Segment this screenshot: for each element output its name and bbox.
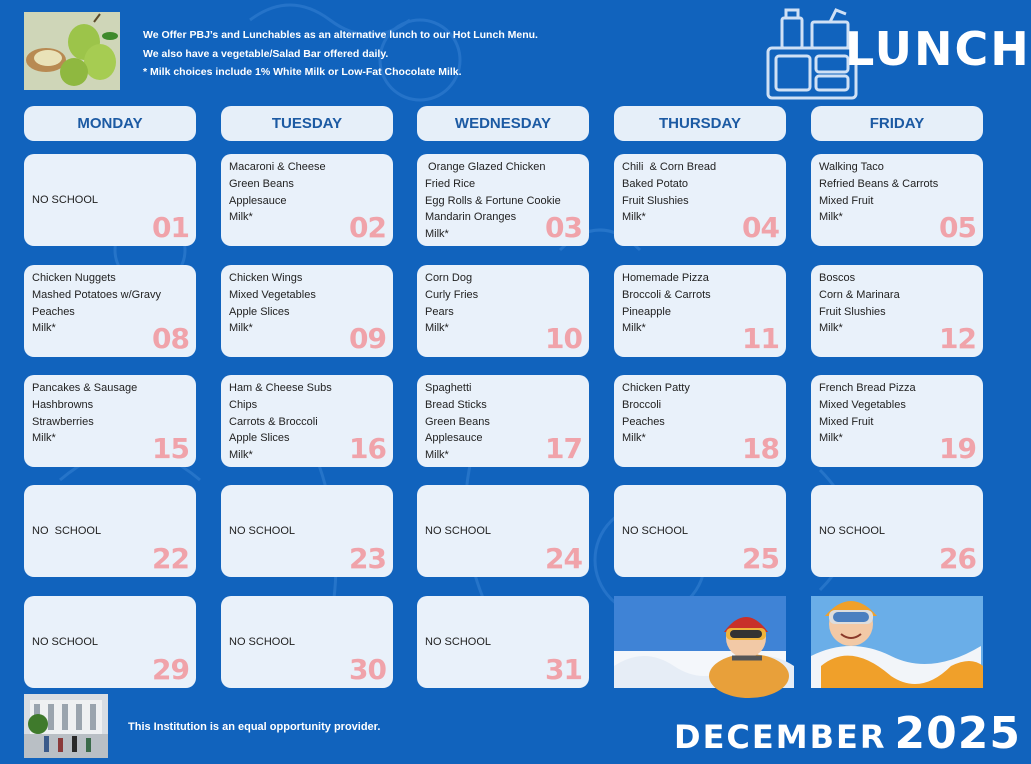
- day-cell: [811, 265, 983, 357]
- menu-item: Mixed Vegetables: [819, 398, 906, 411]
- menu-item: Milk*: [425, 449, 449, 462]
- menu-item: Peaches: [32, 305, 75, 318]
- menu-item: NO SCHOOL: [229, 636, 296, 648]
- day-cell: [24, 375, 196, 467]
- day-cell: [24, 596, 196, 688]
- menu-item: Mixed Fruit: [819, 415, 874, 428]
- menu-item: French Bread Pizza: [819, 382, 916, 394]
- menu-items: [819, 159, 938, 226]
- menu-item: Carrots & Broccoli: [229, 415, 318, 428]
- menu-item: Spaghetti: [425, 382, 472, 394]
- menu-items: [32, 192, 98, 209]
- menu-item: Milk*: [425, 322, 449, 335]
- day-number: 31: [545, 653, 582, 686]
- menu-item: Strawberries: [32, 415, 94, 428]
- menu-item: Milk*: [819, 211, 843, 224]
- menu-items: [425, 523, 491, 540]
- menu-item: Refried Beans & Carrots: [819, 177, 939, 190]
- menu-item: Pancakes & Sausage: [32, 382, 138, 394]
- menu-item: Milk*: [32, 322, 56, 335]
- day-number: 10: [545, 322, 582, 355]
- menu-item: Peaches: [622, 415, 665, 428]
- menu-item: Milk*: [819, 322, 843, 335]
- menu-items: [32, 270, 161, 337]
- menu-item: Chili & Corn Bread: [622, 161, 717, 173]
- day-cell: [614, 485, 786, 577]
- menu-item: NO SCHOOL: [819, 525, 886, 537]
- menu-item: NO SCHOOL: [425, 525, 492, 537]
- menu-item: Chicken Nuggets: [32, 272, 116, 284]
- menu-items: [229, 523, 295, 540]
- menu-items: [229, 270, 316, 337]
- menu-item: Walking Taco: [819, 161, 884, 173]
- note-milk-choices: * Milk choices include 1% White Milk or Low-Fat Chocolate Milk.: [143, 66, 462, 78]
- day-number: 24: [545, 542, 582, 575]
- day-number: 03: [545, 211, 582, 244]
- note-salad-bar: We also have a vegetable/Salad Bar offered daily.: [143, 47, 389, 60]
- menu-item: Pears: [425, 305, 454, 318]
- menu-items: [32, 380, 137, 447]
- day-number: 11: [742, 322, 779, 355]
- day-header-wednesday: WEDNESDAY: [417, 106, 589, 141]
- day-cell: [221, 265, 393, 357]
- menu-items: [819, 523, 885, 540]
- menu-item: Fried Rice: [425, 177, 476, 190]
- day-cell: [811, 375, 983, 467]
- lunch-title: LUNCH: [845, 22, 1031, 76]
- menu-items: [622, 270, 711, 337]
- menu-items: [425, 159, 561, 243]
- menu-item: Green Beans: [229, 177, 294, 190]
- menu-item: Chicken Patty: [622, 382, 690, 394]
- menu-item: Baked Potato: [622, 177, 689, 190]
- menu-item: Macaroni & Cheese: [229, 161, 326, 173]
- menu-items: [819, 270, 900, 337]
- day-number: 12: [939, 322, 976, 355]
- menu-item: Boscos: [819, 272, 856, 284]
- day-cell: [614, 375, 786, 467]
- day-number: 09: [349, 322, 386, 355]
- day-cell: [221, 375, 393, 467]
- day-header-thursday: THURSDAY: [614, 106, 786, 141]
- day-cell: [221, 485, 393, 577]
- pears-photo: [24, 12, 120, 90]
- day-number: 01: [152, 211, 189, 244]
- day-header-friday: FRIDAY: [811, 106, 983, 141]
- menu-item: Fruit Slushies: [622, 194, 689, 207]
- menu-item: Hashbrowns: [32, 398, 94, 411]
- day-cell: [24, 485, 196, 577]
- menu-item: Milk*: [622, 211, 646, 224]
- day-number: 04: [742, 211, 779, 244]
- child-skiing-photo: [614, 596, 786, 688]
- menu-item: Milk*: [32, 432, 56, 445]
- menu-item: Green Beans: [425, 415, 490, 428]
- menu-item: Curly Fries: [425, 288, 479, 301]
- day-header-monday: MONDAY: [24, 106, 196, 141]
- day-number: 22: [152, 542, 189, 575]
- menu-items: [32, 634, 98, 651]
- day-number: 25: [742, 542, 779, 575]
- day-cell: [417, 485, 589, 577]
- menu-item: Mixed Fruit: [819, 194, 874, 207]
- day-cell: [811, 154, 983, 246]
- month-year-title: [674, 708, 1021, 759]
- menu-item: NO SCHOOL: [229, 525, 296, 537]
- menu-item: Milk*: [229, 322, 253, 335]
- menu-item: Bread Sticks: [425, 398, 487, 411]
- menu-item: Fruit Slushies: [819, 305, 886, 318]
- menu-items: [622, 523, 688, 540]
- day-number: 05: [939, 211, 976, 244]
- menu-item: Mandarin Oranges: [425, 211, 517, 224]
- day-number: 15: [152, 432, 189, 465]
- day-cell: [24, 265, 196, 357]
- menu-items: [229, 380, 332, 464]
- menu-item: Corn Dog: [425, 272, 473, 284]
- day-cell: [614, 265, 786, 357]
- day-cell: [614, 154, 786, 246]
- menu-item: Ham & Cheese Subs: [229, 382, 332, 394]
- menu-items: [229, 159, 326, 226]
- menu-item: Apple Slices: [229, 305, 290, 318]
- menu-item: NO SCHOOL: [32, 636, 99, 648]
- day-cell: [24, 154, 196, 246]
- menu-items: [425, 270, 478, 337]
- menu-items: [819, 380, 916, 447]
- menu-item: NO SCHOOL: [32, 194, 99, 206]
- month-name: DECEMBER: [674, 718, 887, 756]
- menu-item: Chips: [229, 398, 258, 411]
- day-cell: [221, 154, 393, 246]
- menu-item: Milk*: [819, 432, 843, 445]
- menu-items: [32, 523, 101, 540]
- day-number: 23: [349, 542, 386, 575]
- day-cell: [417, 154, 589, 246]
- day-cell: [417, 265, 589, 357]
- menu-item: Mixed Vegetables: [229, 288, 316, 301]
- menu-item: Apple Slices: [229, 432, 290, 445]
- child-snow-photo: [811, 596, 983, 688]
- day-number: 16: [349, 432, 386, 465]
- day-number: 08: [152, 322, 189, 355]
- day-cell: [417, 596, 589, 688]
- menu-item: Milk*: [229, 211, 253, 224]
- equal-opportunity-statement: This Institution is an equal opportunity provider.: [128, 721, 381, 733]
- school-photo: [24, 694, 108, 758]
- menu-item: Orange Glazed Chicken: [425, 161, 546, 173]
- menu-item: Corn & Marinara: [819, 288, 900, 301]
- menu-item: Milk*: [425, 228, 449, 241]
- day-number: 18: [742, 432, 779, 465]
- menu-items: [425, 634, 491, 651]
- menu-item: Broccoli: [622, 398, 662, 411]
- menu-item: Egg Rolls & Fortune Cookie: [425, 194, 561, 207]
- day-header-tuesday: TUESDAY: [221, 106, 393, 141]
- day-number: 29: [152, 653, 189, 686]
- menu-item: NO SCHOOL: [32, 525, 102, 537]
- menu-item: NO SCHOOL: [622, 525, 689, 537]
- day-cell: [417, 375, 589, 467]
- menu-item: Milk*: [622, 322, 646, 335]
- day-number: 17: [545, 432, 582, 465]
- menu-item: Milk*: [229, 449, 253, 462]
- menu-items: [229, 634, 295, 651]
- menu-item: Pineapple: [622, 305, 671, 318]
- menu-item: Broccoli & Carrots: [622, 288, 711, 301]
- menu-item: Chicken Wings: [229, 272, 303, 284]
- year: 2025: [894, 708, 1021, 759]
- note-alternative-lunch: We Offer PBJ’s and Lunchables as an alternative lunch to our Hot Lunch Menu.: [143, 29, 538, 41]
- day-cell: [811, 485, 983, 577]
- day-number: 19: [939, 432, 976, 465]
- menu-item: Milk*: [622, 432, 646, 445]
- menu-item: Homemade Pizza: [622, 272, 709, 284]
- menu-items: [622, 159, 716, 226]
- menu-item: Mashed Potatoes w/Gravy: [32, 288, 162, 301]
- menu-item: NO SCHOOL: [425, 636, 492, 648]
- day-number: 30: [349, 653, 386, 686]
- menu-notes: [143, 26, 538, 82]
- menu-items: [425, 380, 490, 464]
- day-number: 26: [939, 542, 976, 575]
- menu-item: Applesauce: [229, 194, 287, 207]
- menu-item: Applesauce: [425, 432, 483, 445]
- day-number: 02: [349, 211, 386, 244]
- day-cell: [221, 596, 393, 688]
- menu-items: [622, 380, 690, 447]
